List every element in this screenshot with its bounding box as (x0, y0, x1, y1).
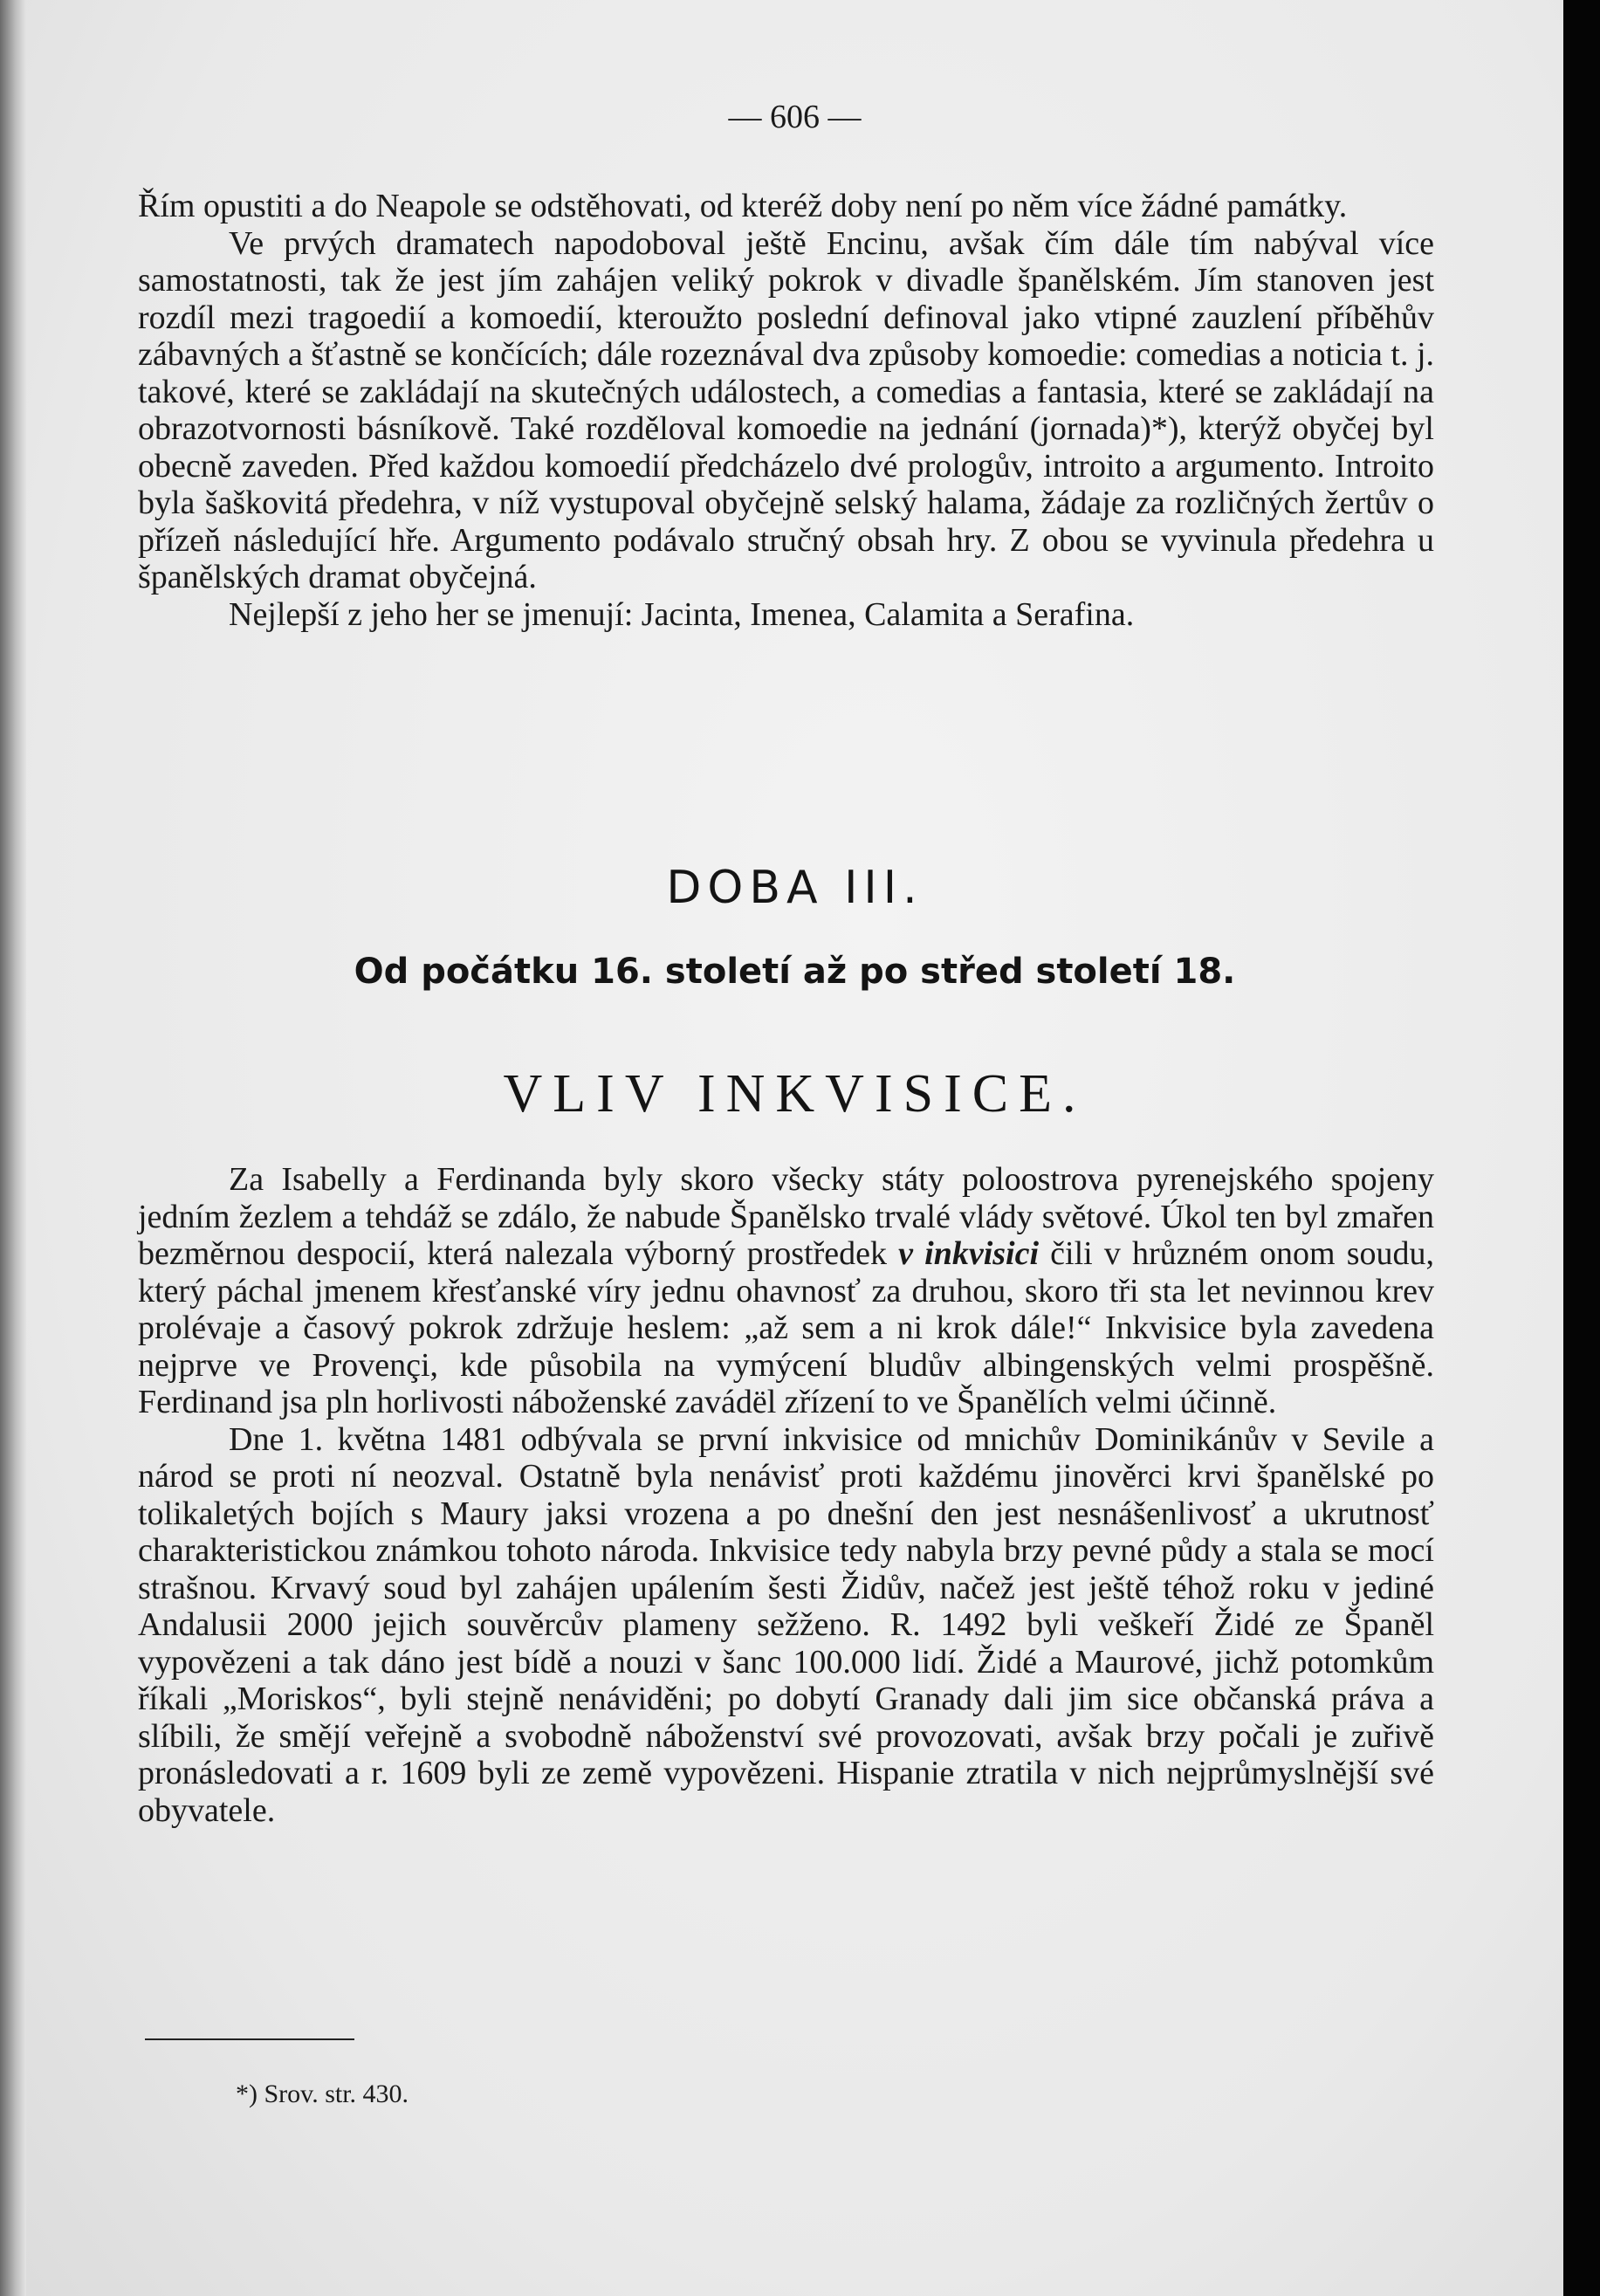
scan-right-edge (1563, 0, 1600, 2296)
emphasis-inkvisici: v inkvisici (898, 1235, 1040, 1272)
scan-left-edge (0, 0, 26, 2296)
book-page (26, 0, 1563, 2296)
paragraph-continuation: Řím opustiti a do Neapole se odstěhovati, od kteréž doby není po něm více žádné památky. (138, 188, 1348, 224)
paragraph-best-plays: Nejlepší z jeho her se jmenují: Jacinta, Imenea, Calamita a Serafina. (229, 595, 1135, 633)
paragraph-isabella-ferdinand (138, 1161, 1434, 1421)
main-text-block (138, 1161, 1434, 1829)
chapter-title: VLIV INKVISICE. (503, 1064, 1087, 1124)
footnote-divider (145, 2038, 354, 2040)
intro-text-block (138, 188, 1434, 633)
footnote: *) Srov. str. 430. (236, 2079, 409, 2108)
section-title: DOBA III. (666, 862, 924, 914)
paragraph-first-inquisition: Dne 1. května 1481 odbývala se první inkvisice od mnichův Dominikánův v Sevile a národ se proti ní neozval. Ostatně byla nenávisť proti každému jinověrci krvi španělské po tolikaletých bojích s Maury jaksi vrozena a po dnešní den jest nesnášenlivosť a ukrutnosť charakteristickou známkou tohoto národa. Inkvisice tedy nabyla brzy pevné půdy a stala se mocí strašnou. Krvavý soud byl zahájen upálením šesti Židův, načež jest ještě téhož roku v jediné Andalusii 2000 jejich souvěrcův plameny sežženo. R. 1492 byli veškeří Židé ze Španěl vypovězeni a tak dáno jest bídě a nouzi v šanc 100.000 lidí. Židé a Maurové, jichž potomkům říkali „Moriskos“, byli stejně nenáviděni; po dobytí Granady dali jim sice občanská práva a slíbili, že smějí veřejně a svobodně náboženství své provozovati, avšak brzy počali je zuřivě pronásledovati a r. 1609 byli ze země vypovězeni. Hispanie ztratila v nich nejprůmyslnější své obyvatele. (138, 1420, 1434, 1829)
paragraph-encina: Ve prvých dramatech napodoboval ještě Encinu, avšak čím dále tím nabýval více samostatnosti, tak že jest jím zahájen veliký pokrok v divadle španělském. Jím stanoven jest rozdíl mezi tragoedií a komoedií, kteroužto poslední definoval jako vtipné zauzlení příběhův zábavných a šťastně se končících; dále rozeznával dva způsoby komoedie: comedias a noticia t. j. takové, které se zakládají na skutečných událostech, a comedias a fantasia, které se zakládají na obrazotvornosti básníkově. Také rozděloval komoedie na jednání (jornada)*), kterýž obyčej byl obecně zaveden. Před každou komoedií předcházelo dvé prologův, introito a argumento. Introito byla šaškovitá předehra, v níž vystupoval obyčejně selský halama, žádaje za rozličných žertův o přízeň následující hře. Argumento podávalo stručný obsah hry. Z obou se vyvinula předehra u španělských dramat obyčejná. (138, 224, 1435, 595)
paragraph-text-after: čili v hrůzném onom soudu, který páchal jmenem křesťanské víry jednu ohavnosť za druhou, skoro tři sta let nevinnou krev prolévaje a časový pokrok zdržuje heslem: „až sem a ni krok dále!“ Inkvisice byla zavedena nejprve ve Provençi, kde působila na vymýcení bludův albingenských velmi prospěšně. Ferdinand jsa pln horlivosti náboženské zavádël zřízení to ve Španělích velmi účinně. (138, 1235, 1434, 1420)
paragraph-text-before: Za Isabelly a Ferdinanda byly skoro všecky státy poloostrova pyrenejského spojeny jedním žezlem a tehdáž se zdálo, že nabude Španělsko trvalé vlády světové. Úkol ten byl zmařen bezměrnou despocií, která nalezala výborný prostředek (138, 1161, 1434, 1272)
section-subtitle: Od počátku 16. století až po střed století 18. (354, 952, 1236, 992)
page-number: — 606 — (728, 99, 862, 135)
